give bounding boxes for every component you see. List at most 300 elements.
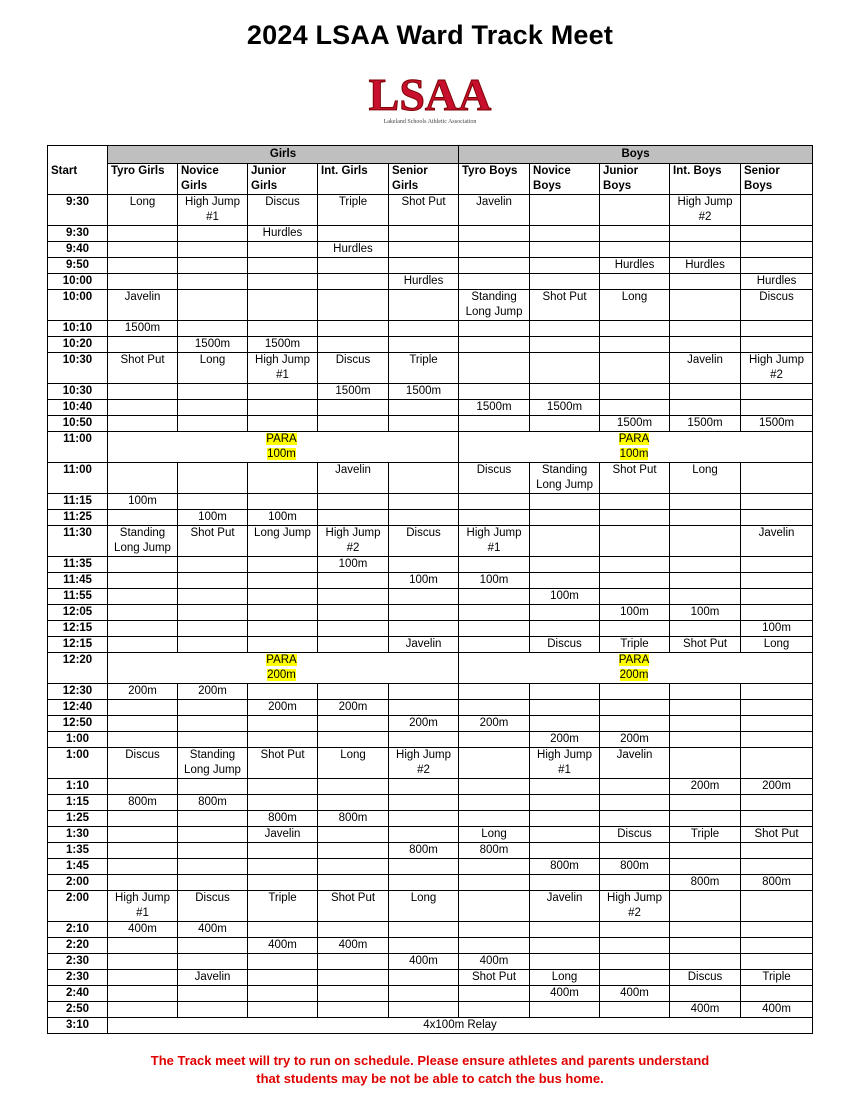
para-event-cell <box>108 653 459 684</box>
empty-cell <box>741 795 813 811</box>
empty-cell <box>248 290 318 321</box>
empty-cell <box>530 226 600 242</box>
schedule-row <box>48 779 813 795</box>
empty-cell <box>178 843 248 859</box>
empty-cell <box>108 384 178 400</box>
empty-cell <box>318 684 389 700</box>
empty-cell <box>741 573 813 589</box>
event-cell: 1500m <box>248 337 318 353</box>
para-event-distance: 100m <box>267 448 296 460</box>
schedule-row <box>48 463 813 494</box>
event-cell: Shot Put <box>248 748 318 779</box>
empty-cell <box>459 494 530 510</box>
empty-cell <box>670 748 741 779</box>
schedule-row <box>48 258 813 274</box>
column-header: Tyro Girls <box>108 164 178 195</box>
event-cell: 800m <box>318 811 389 827</box>
event-cell: 100m <box>741 621 813 637</box>
schedule-row <box>48 811 813 827</box>
empty-cell <box>530 337 600 353</box>
column-header: Int. Girls <box>318 164 389 195</box>
start-time: 2:00 <box>48 891 108 922</box>
empty-cell <box>530 573 600 589</box>
empty-cell <box>389 416 459 432</box>
empty-cell <box>459 621 530 637</box>
empty-cell <box>389 795 459 811</box>
empty-cell <box>670 290 741 321</box>
schedule-table <box>47 145 813 1034</box>
empty-cell <box>670 321 741 337</box>
event-cell: 800m <box>670 875 741 891</box>
empty-cell <box>670 510 741 526</box>
column-header: Novice Boys <box>530 164 600 195</box>
empty-cell <box>248 859 318 875</box>
empty-cell <box>741 986 813 1002</box>
empty-cell <box>670 891 741 922</box>
empty-cell <box>108 510 178 526</box>
empty-cell <box>600 922 670 938</box>
schedule-row <box>48 970 813 986</box>
note-line-1: The Track meet will try to run on schedule. Please ensure athletes and parents understand <box>150 1053 710 1068</box>
event-cell: Hurdles <box>741 274 813 290</box>
event-cell: 100m <box>530 589 600 605</box>
empty-cell <box>108 226 178 242</box>
empty-cell <box>178 573 248 589</box>
empty-cell <box>530 274 600 290</box>
schedule-row <box>48 700 813 716</box>
empty-cell <box>670 938 741 954</box>
empty-cell <box>600 589 670 605</box>
empty-cell <box>459 922 530 938</box>
empty-cell <box>248 400 318 416</box>
event-cell: High Jump #1 <box>108 891 178 922</box>
empty-cell <box>600 337 670 353</box>
empty-cell <box>318 621 389 637</box>
empty-cell <box>248 621 318 637</box>
schedule-row <box>48 337 813 353</box>
empty-cell <box>670 573 741 589</box>
empty-cell <box>389 700 459 716</box>
empty-cell <box>459 811 530 827</box>
event-cell: 800m <box>178 795 248 811</box>
empty-cell <box>318 274 389 290</box>
empty-cell <box>318 986 389 1002</box>
para-event-label <box>619 433 649 460</box>
empty-cell <box>670 400 741 416</box>
event-cell: 1500m <box>741 416 813 432</box>
start-time: 11:55 <box>48 589 108 605</box>
empty-cell <box>108 573 178 589</box>
empty-cell <box>530 779 600 795</box>
event-cell: 100m <box>248 510 318 526</box>
page-title: 2024 LSAA Ward Track Meet <box>246 20 614 50</box>
empty-cell <box>741 700 813 716</box>
empty-cell <box>741 384 813 400</box>
empty-cell <box>670 242 741 258</box>
empty-cell <box>530 242 600 258</box>
event-cell: Discus <box>318 353 389 384</box>
para-event-label <box>266 654 296 681</box>
empty-cell <box>178 1002 248 1018</box>
event-cell: High Jump #2 <box>670 195 741 226</box>
start-time: 1:10 <box>48 779 108 795</box>
empty-cell <box>530 875 600 891</box>
schedule-row <box>48 732 813 748</box>
start-time: 12:15 <box>48 637 108 653</box>
event-cell: Javelin <box>600 748 670 779</box>
start-time: 10:20 <box>48 337 108 353</box>
event-cell: High Jump #2 <box>389 748 459 779</box>
event-cell: Discus <box>459 463 530 494</box>
schedule-row <box>48 605 813 621</box>
para-event-name: PARA <box>618 654 650 666</box>
start-time: 11:30 <box>48 526 108 557</box>
empty-cell <box>670 954 741 970</box>
empty-cell <box>108 859 178 875</box>
empty-cell <box>670 274 741 290</box>
empty-cell <box>248 716 318 732</box>
start-time: 10:00 <box>48 274 108 290</box>
empty-cell <box>318 779 389 795</box>
event-cell: 200m <box>178 684 248 700</box>
event-cell: 100m <box>108 494 178 510</box>
event-cell: Standing Long Jump <box>178 748 248 779</box>
para-event-label <box>619 654 649 681</box>
empty-cell <box>459 891 530 922</box>
empty-cell <box>248 970 318 986</box>
event-cell: 200m <box>108 684 178 700</box>
empty-cell <box>318 605 389 621</box>
empty-cell <box>600 1002 670 1018</box>
empty-cell <box>600 573 670 589</box>
schedule-row <box>48 795 813 811</box>
event-cell: Javelin <box>389 637 459 653</box>
start-time: 1:30 <box>48 827 108 843</box>
empty-cell <box>459 986 530 1002</box>
empty-cell <box>600 779 670 795</box>
empty-cell <box>741 811 813 827</box>
empty-cell <box>248 684 318 700</box>
empty-cell <box>178 589 248 605</box>
empty-cell <box>318 716 389 732</box>
event-cell: High Jump #1 <box>530 748 600 779</box>
empty-cell <box>389 779 459 795</box>
para-event-name: PARA <box>618 433 650 445</box>
event-cell: 100m <box>178 510 248 526</box>
event-cell: Long <box>670 463 741 494</box>
note-line-2: that students may be not be able to catch the bus home. <box>256 1071 604 1086</box>
para-event-name: PARA <box>266 433 297 445</box>
empty-cell <box>318 1002 389 1018</box>
empty-cell <box>108 589 178 605</box>
empty-cell <box>318 400 389 416</box>
column-header: Junior Boys <box>600 164 670 195</box>
empty-cell <box>670 526 741 557</box>
event-cell: Javelin <box>248 827 318 843</box>
empty-cell <box>530 795 600 811</box>
empty-cell <box>389 684 459 700</box>
logo-subtitle: Lakeland Schools Athletic Association <box>383 119 477 125</box>
schedule-row <box>48 684 813 700</box>
event-cell: 200m <box>741 779 813 795</box>
empty-cell <box>108 732 178 748</box>
empty-cell <box>178 875 248 891</box>
empty-cell <box>459 557 530 573</box>
event-cell: Hurdles <box>318 242 389 258</box>
empty-cell <box>459 859 530 875</box>
start-time: 10:30 <box>48 384 108 400</box>
event-cell: Triple <box>389 353 459 384</box>
empty-cell <box>248 557 318 573</box>
empty-cell <box>178 605 248 621</box>
empty-cell <box>741 891 813 922</box>
empty-cell <box>459 795 530 811</box>
event-cell: High Jump #2 <box>318 526 389 557</box>
empty-cell <box>178 321 248 337</box>
schedule-row <box>48 859 813 875</box>
empty-cell <box>459 589 530 605</box>
event-cell: 800m <box>389 843 459 859</box>
empty-cell <box>178 290 248 321</box>
empty-cell <box>530 195 600 226</box>
empty-cell <box>108 875 178 891</box>
start-time: 9:30 <box>48 195 108 226</box>
empty-cell <box>318 843 389 859</box>
empty-cell <box>178 258 248 274</box>
empty-cell <box>600 716 670 732</box>
schedule-row <box>48 384 813 400</box>
event-cell: Hurdles <box>600 258 670 274</box>
empty-cell <box>108 621 178 637</box>
empty-cell <box>248 1002 318 1018</box>
event-cell: Triple <box>741 970 813 986</box>
empty-cell <box>670 843 741 859</box>
start-time: 12:20 <box>48 653 108 684</box>
empty-cell <box>530 922 600 938</box>
event-cell: Discus <box>108 748 178 779</box>
empty-cell <box>600 970 670 986</box>
empty-cell <box>459 700 530 716</box>
empty-cell <box>389 321 459 337</box>
event-cell: Triple <box>600 637 670 653</box>
event-cell: Discus <box>670 970 741 986</box>
schedule-row <box>48 875 813 891</box>
logo-letters: LSAA <box>368 72 492 120</box>
empty-cell <box>318 416 389 432</box>
event-cell: 200m <box>600 732 670 748</box>
schedule-row <box>48 716 813 732</box>
empty-cell <box>108 843 178 859</box>
event-cell: High Jump #2 <box>741 353 813 384</box>
empty-cell <box>178 986 248 1002</box>
empty-cell <box>600 494 670 510</box>
column-header: Junior Girls <box>248 164 318 195</box>
empty-cell <box>459 242 530 258</box>
start-time: 11:45 <box>48 573 108 589</box>
event-cell: 800m <box>600 859 670 875</box>
empty-cell <box>600 510 670 526</box>
empty-cell <box>108 463 178 494</box>
empty-cell <box>108 637 178 653</box>
empty-cell <box>318 337 389 353</box>
para-event-distance: 200m <box>619 669 649 681</box>
event-cell: 400m <box>670 1002 741 1018</box>
empty-cell <box>459 732 530 748</box>
empty-cell <box>741 242 813 258</box>
empty-cell <box>389 938 459 954</box>
event-cell: 100m <box>318 557 389 573</box>
event-cell: Long <box>108 195 178 226</box>
group-header-row <box>48 146 813 164</box>
empty-cell <box>318 573 389 589</box>
empty-cell <box>530 684 600 700</box>
empty-cell <box>178 416 248 432</box>
event-cell: 400m <box>318 938 389 954</box>
empty-cell <box>318 922 389 938</box>
event-cell: 400m <box>389 954 459 970</box>
empty-cell <box>178 226 248 242</box>
schedule-row <box>48 416 813 432</box>
event-cell: Long <box>459 827 530 843</box>
start-time: 1:45 <box>48 859 108 875</box>
empty-cell <box>741 716 813 732</box>
empty-cell <box>178 637 248 653</box>
empty-cell <box>670 986 741 1002</box>
schedule-row <box>48 494 813 510</box>
empty-cell <box>178 859 248 875</box>
lsaa-logo <box>352 72 508 128</box>
empty-cell <box>459 416 530 432</box>
empty-cell <box>108 700 178 716</box>
empty-cell <box>108 986 178 1002</box>
event-cell: 200m <box>459 716 530 732</box>
empty-cell <box>318 859 389 875</box>
empty-cell <box>108 557 178 573</box>
event-cell: 800m <box>459 843 530 859</box>
start-time: 10:50 <box>48 416 108 432</box>
empty-cell <box>600 938 670 954</box>
empty-cell <box>530 1002 600 1018</box>
empty-cell <box>108 258 178 274</box>
schedule-row <box>48 510 813 526</box>
empty-cell <box>459 337 530 353</box>
event-cell: 100m <box>600 605 670 621</box>
empty-cell <box>248 732 318 748</box>
empty-cell <box>318 732 389 748</box>
empty-cell <box>459 1002 530 1018</box>
empty-cell <box>600 700 670 716</box>
event-cell: Javelin <box>108 290 178 321</box>
empty-cell <box>670 732 741 748</box>
group-header-girls: Girls <box>108 146 459 164</box>
schedule-row <box>48 891 813 922</box>
empty-cell <box>670 226 741 242</box>
empty-cell <box>318 494 389 510</box>
event-cell: High Jump #1 <box>459 526 530 557</box>
start-time: 1:25 <box>48 811 108 827</box>
start-time: 10:30 <box>48 353 108 384</box>
event-cell: Javelin <box>459 195 530 226</box>
empty-cell <box>389 463 459 494</box>
empty-cell <box>248 573 318 589</box>
start-time: 11:25 <box>48 510 108 526</box>
empty-cell <box>459 779 530 795</box>
start-time: 9:30 <box>48 226 108 242</box>
empty-cell <box>318 827 389 843</box>
empty-cell <box>670 811 741 827</box>
empty-cell <box>248 637 318 653</box>
empty-cell <box>600 811 670 827</box>
empty-cell <box>108 811 178 827</box>
empty-cell <box>600 226 670 242</box>
event-cell: Discus <box>741 290 813 321</box>
event-cell: 800m <box>248 811 318 827</box>
event-cell: Shot Put <box>459 970 530 986</box>
empty-cell <box>459 605 530 621</box>
empty-cell <box>178 954 248 970</box>
empty-cell <box>741 938 813 954</box>
empty-cell <box>248 843 318 859</box>
start-time: 2:00 <box>48 875 108 891</box>
empty-cell <box>741 954 813 970</box>
empty-cell <box>178 621 248 637</box>
para-event-cell <box>459 432 813 463</box>
empty-cell <box>530 938 600 954</box>
empty-cell <box>530 494 600 510</box>
schedule-row <box>48 290 813 321</box>
schedule-row <box>48 226 813 242</box>
column-header: Novice Girls <box>178 164 248 195</box>
schedule-row <box>48 637 813 653</box>
empty-cell <box>389 557 459 573</box>
empty-cell <box>600 400 670 416</box>
schedule-row <box>48 195 813 226</box>
start-time: 2:20 <box>48 938 108 954</box>
group-header-boys: Boys <box>459 146 813 164</box>
empty-cell <box>741 605 813 621</box>
empty-cell <box>108 400 178 416</box>
schedule-row <box>48 843 813 859</box>
event-cell: 1500m <box>178 337 248 353</box>
empty-cell <box>108 827 178 843</box>
empty-cell <box>459 748 530 779</box>
empty-cell <box>318 637 389 653</box>
empty-cell <box>741 684 813 700</box>
empty-cell <box>178 732 248 748</box>
schedule-row <box>48 321 813 337</box>
empty-cell <box>600 321 670 337</box>
empty-cell <box>248 274 318 290</box>
empty-cell <box>389 859 459 875</box>
start-time: 12:50 <box>48 716 108 732</box>
event-cell: Triple <box>248 891 318 922</box>
empty-cell <box>670 684 741 700</box>
start-time: 1:00 <box>48 748 108 779</box>
empty-cell <box>530 416 600 432</box>
empty-cell <box>670 337 741 353</box>
empty-cell <box>670 859 741 875</box>
start-time: 2:10 <box>48 922 108 938</box>
empty-cell <box>530 384 600 400</box>
schedule-row <box>48 938 813 954</box>
empty-cell <box>108 779 178 795</box>
event-cell: Long <box>389 891 459 922</box>
start-time: 11:15 <box>48 494 108 510</box>
empty-cell <box>248 922 318 938</box>
empty-cell <box>530 700 600 716</box>
start-time: 2:50 <box>48 1002 108 1018</box>
empty-cell <box>459 938 530 954</box>
